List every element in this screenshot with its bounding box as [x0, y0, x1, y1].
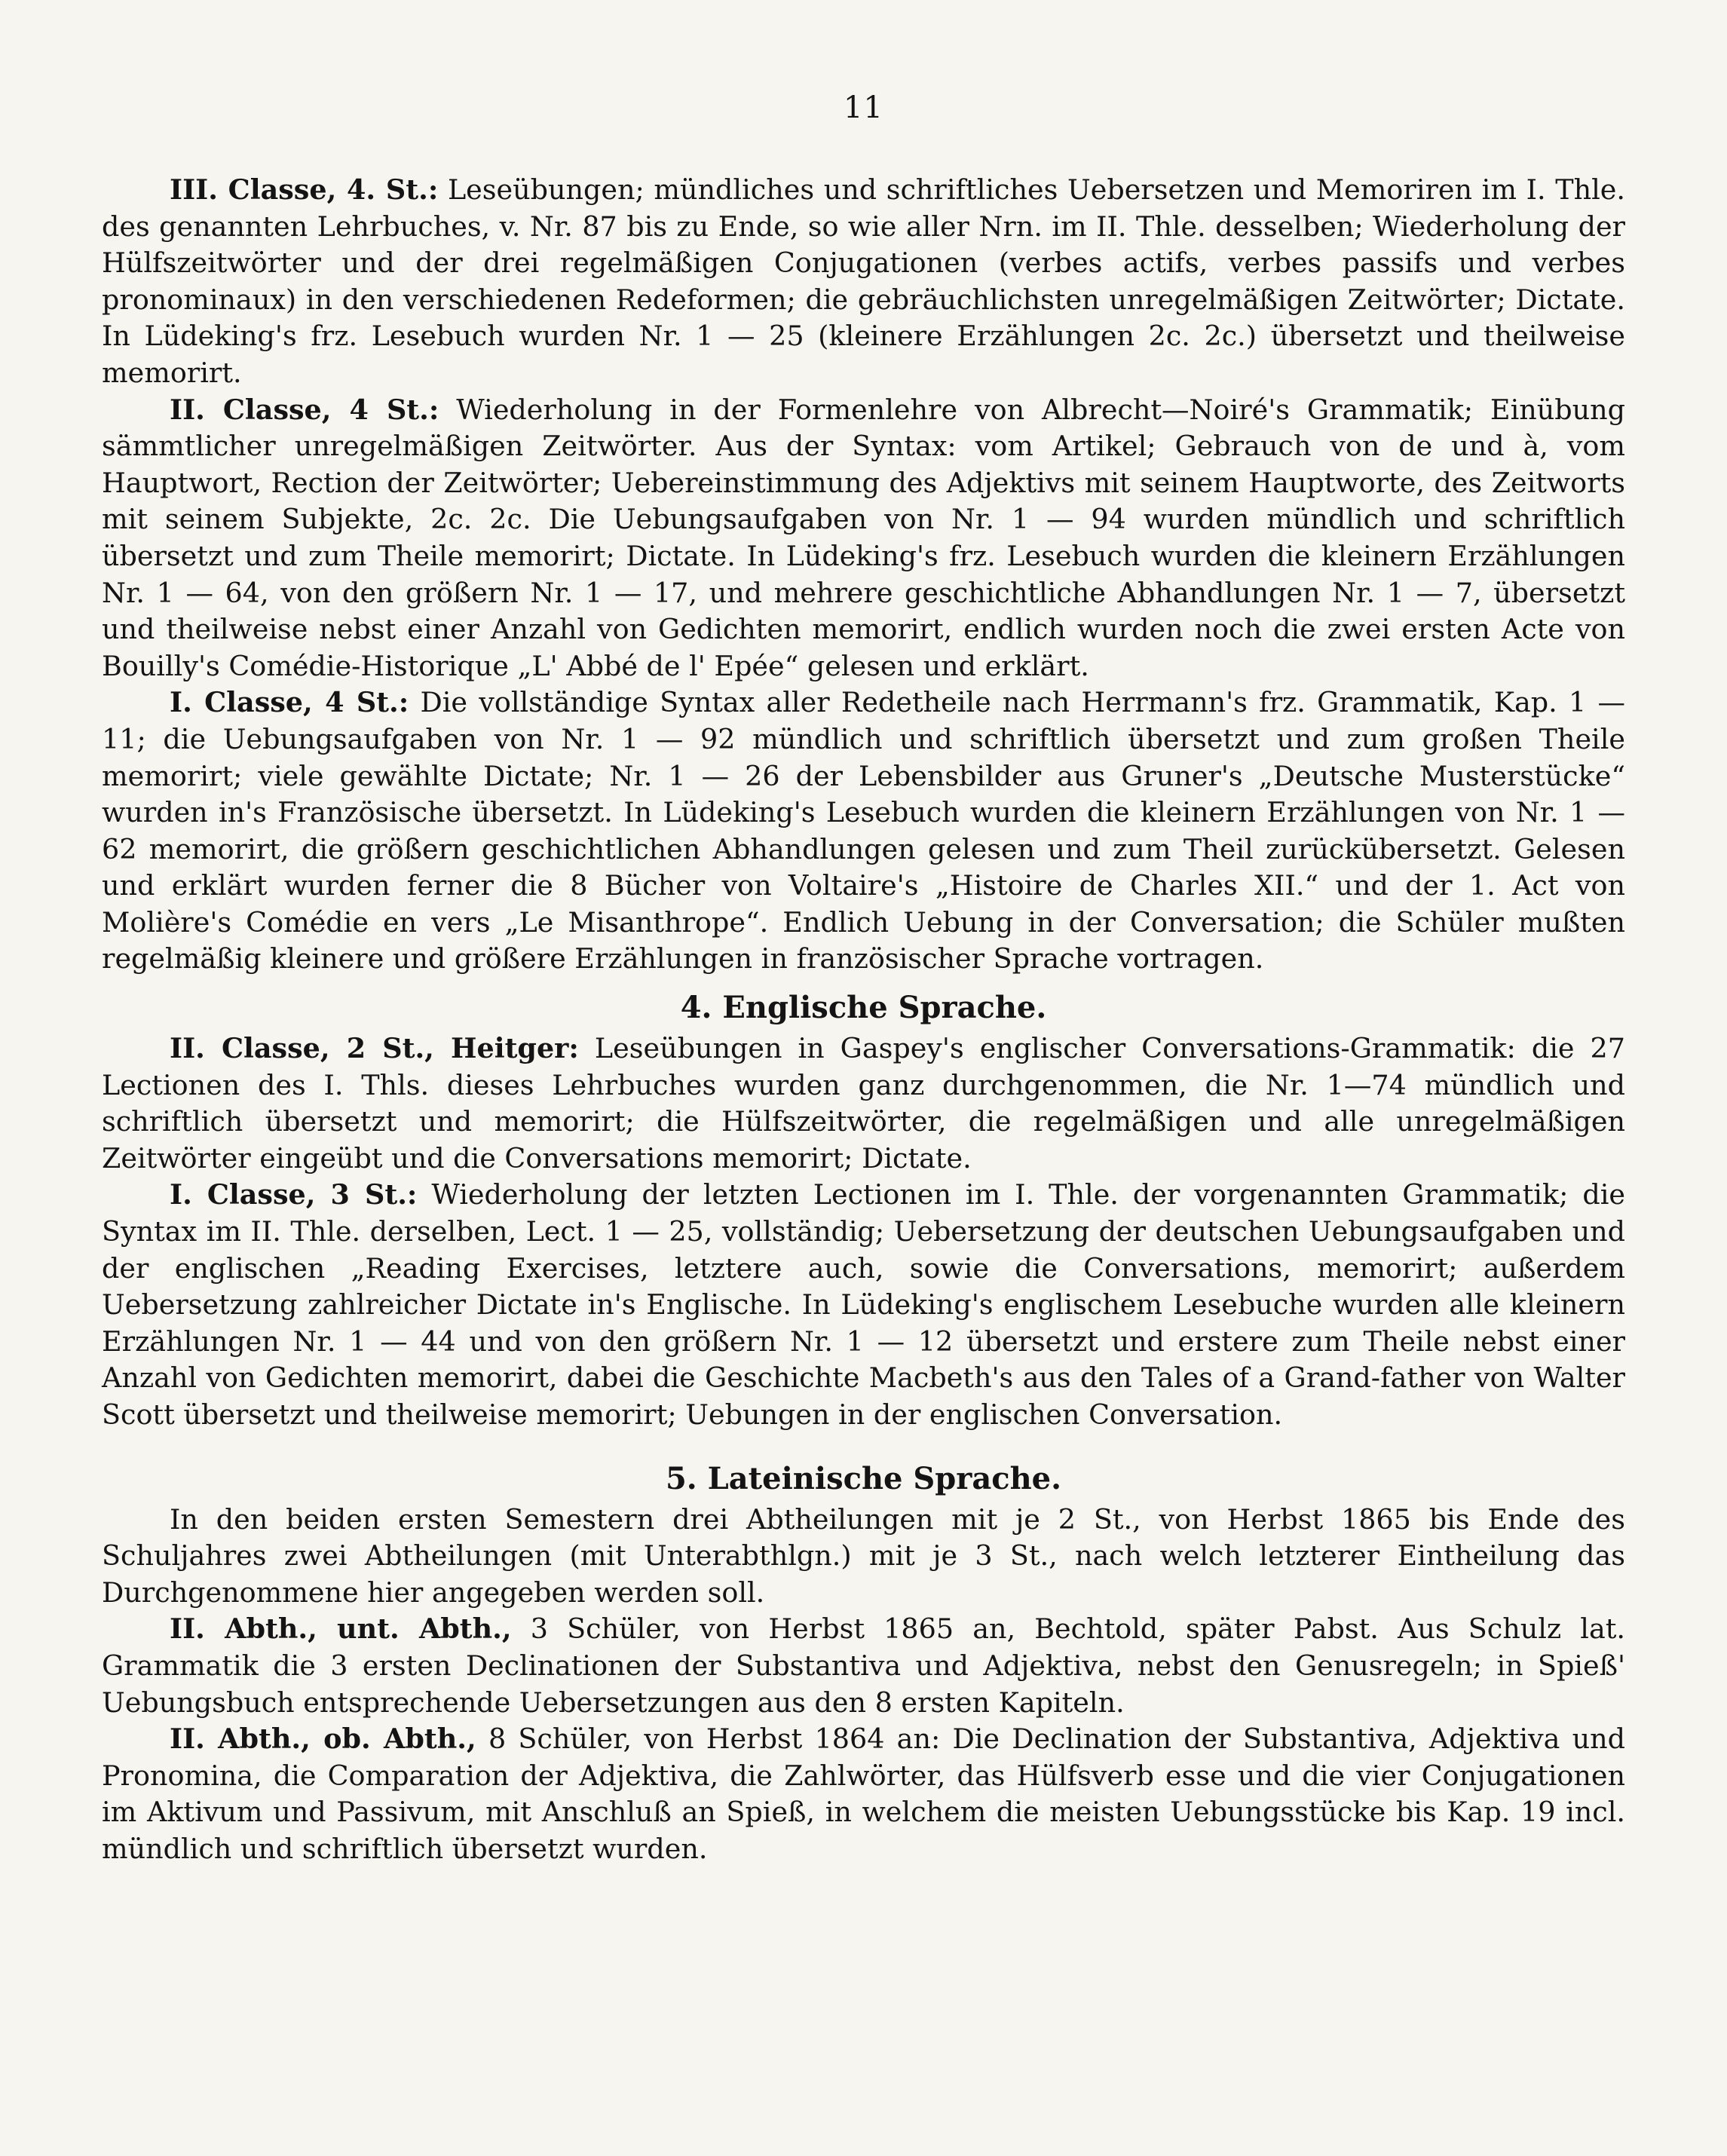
paragraph-lead: II. Abth., unt. Abth., — [170, 1612, 512, 1646]
paragraph-text: 3 Schüler, von Herbst 1865 an, Bechtold, später Pabst. Aus Schulz lat. Grammatik die 3 ersten Declinationen der Substantiva und Adjektiva, nebst den Genusregeln; in Spieß' Uebungsbuch entsprechende Uebersetzungen aus den 8 ersten Kapiteln. — [102, 1612, 1625, 1719]
paragraph-text: Die vollständige Syntax aller Redetheile nach Herrmann's frz. Grammatik, Kap. 1 — 11; die Uebungsaufgaben von Nr. 1 — 92 mündlich und schriftlich übersetzt und zum großen Theile memorirt; viele gewählte Dictate; Nr. 1 — 26 der Lebensbilder aus Gruner's „Deutsche Musterstücke“ wurden in's Französische übersetzt. In Lüdeking's Lesebuch wurden die kleinern Erzählungen von Nr. 1 — 62 memorirt, die größern geschichtlichen Abhandlungen gelesen und zum Theil zurückübersetzt. Gelesen und erklärt wurden ferner die 8 Bücher von Voltaire's „Histoire de Charles XII.“ und der 1. Act von Molière's Comédie en vers „Le Misanthrope“. Endlich Uebung in der Conversation; die Schüler mußten regelmäßig kleinere und größere Erzählungen in französischer Sprache vortragen. — [102, 686, 1625, 975]
paragraph-lead: I. Classe, 4 St.: — [170, 686, 409, 719]
paragraph-french-i-classe — [102, 684, 1625, 978]
paragraph-latin-unt-abth — [102, 1611, 1625, 1721]
section-heading-english: 4. Englische Sprache. — [680, 990, 1047, 1026]
paragraph-lead: II. Abth., ob. Abth., — [170, 1723, 476, 1756]
paragraph-text: Wiederholung in der Formenlehre von Albrecht—Noiré's Grammatik; Einübung sämmtlicher unregelmäßigen Zeitwörter. Aus der Syntax: vom Artikel; Gebrauch von de und à, vom Hauptwort, Rection der Zeitwörter; Uebereinstimmung des Adjektivs mit seinem Hauptworte, des Zeitworts mit seinem Subjekte, 2c. 2c. Die Uebungsaufgaben von Nr. 1 — 94 wurden mündlich und schriftlich übersetzt und zum Theile memorirt; Dictate. In Lüdeking's frz. Lesebuch wurden die kleinern Erzählungen Nr. 1 — 64, von den größern Nr. 1 — 17, und mehrere geschichtliche Abhandlungen Nr. 1 — 7, übersetzt und theilweise nebst einer Anzahl von Gedichten memorirt, endlich wurden noch die zwei ersten Acte von Bouilly's Comédie-Historique „L' Abbé de l' Epée“ gelesen und erklärt. — [102, 393, 1625, 682]
paragraph-text: Leseübungen; mündliches und schriftliches Uebersetzen und Memoriren im I. Thle. des genannten Lehrbuches, v. Nr. 87 bis zu Ende, so wie aller Nrn. im II. Thle. desselben; Wiederholung der Hülfszeitwörter und der drei regelmäßigen Conjugationen (verbes actifs, verbes passifs und verbes pronominaux) in den verschiedenen Redeformen; die gebräuchlichsten unregelmäßigen Zeitwörter; Dictate. In Lüdeking's frz. Lesebuch wurden Nr. 1 — 25 (kleinere Erzählungen 2c. 2c.) übersetzt und theilweise memorirt. — [102, 173, 1625, 389]
section-heading-latin: 5. Lateinische Sprache. — [665, 1460, 1062, 1496]
paragraph-english-i-classe — [102, 1177, 1625, 1433]
paragraph-text: Wiederholung der letzten Lectionen im I. Thle. der vorgenannten Grammatik; die Syntax im II. Thle. derselben, Lect. 1 — 25, vollständig; Uebersetzung der deutschen Uebungsaufgaben und der englischen „Reading Exercises, letztere auch, sowie die Conversations, memorirt; außerdem Uebersetzung zahlreicher Dictate in's Englische. In Lüdeking's englischem Lesebuche wurden alle kleinern Erzählungen Nr. 1 — 44 und von den größern Nr. 1 — 12 übersetzt und erstere zum Theile nebst einer Anzahl von Gedichten memorirt, dabei die Geschichte Macbeth's aus den Tales of a Grand-father von Walter Scott übersetzt und theilweise memorirt; Uebungen in der englischen Conversation. — [102, 1178, 1626, 1431]
paragraph-latin-ob-abth — [102, 1721, 1625, 1867]
paragraph-french-iii-classe — [102, 172, 1625, 392]
paragraph-lead: II. Classe, 2 St., Heitger: — [170, 1032, 579, 1065]
paragraph-lead: III. Classe, 4. St.: — [170, 173, 439, 206]
paragraph-english-ii-classe — [102, 1031, 1625, 1177]
paragraph-text: Leseübungen in Gaspey's englischer Conversations-Grammatik: die 27 Lectionen des I. Thls. dieses Lehrbuches wurden ganz durchgenommen, die Nr. 1—74 mündlich und schriftlich übersetzt und memorirt; die Hülfszeitwörter, die regelmäßigen und alle unregelmäßigen Zeitwörter eingeübt und die Conversations memorirt; Dictate. — [102, 1032, 1625, 1174]
page-number: 11 — [844, 90, 883, 125]
paragraph-french-ii-classe — [102, 392, 1625, 685]
paragraph-lead: II. Classe, 4 St.: — [170, 393, 439, 426]
paragraph-lead: I. Classe, 3 St.: — [170, 1178, 418, 1211]
paragraph-text: In den beiden ersten Semestern drei Abtheilungen mit je 2 St., von Herbst 1865 bis Ende des Schuljahres zwei Abtheilungen (mit Unterabthlgn.) mit je 3 St., nach welch letzterer Eintheilung das Durchgenommene hier angegeben werden soll. — [102, 1502, 1625, 1609]
paragraph-latin-intro — [102, 1502, 1625, 1612]
paragraph-text: 8 Schüler, von Herbst 1864 an: Die Declination der Substantiva, Adjektiva und Pronomina, die Comparation der Adjektiva, die Zahlwörter, das Hülfsverb esse und die vier Conjugationen im Aktivum und Passivum, mit Anschluß an Spieß, in welchem die meisten Uebungsstücke bis Kap. 19 incl. mündlich und schriftlich übersetzt wurden. — [102, 1723, 1626, 1865]
